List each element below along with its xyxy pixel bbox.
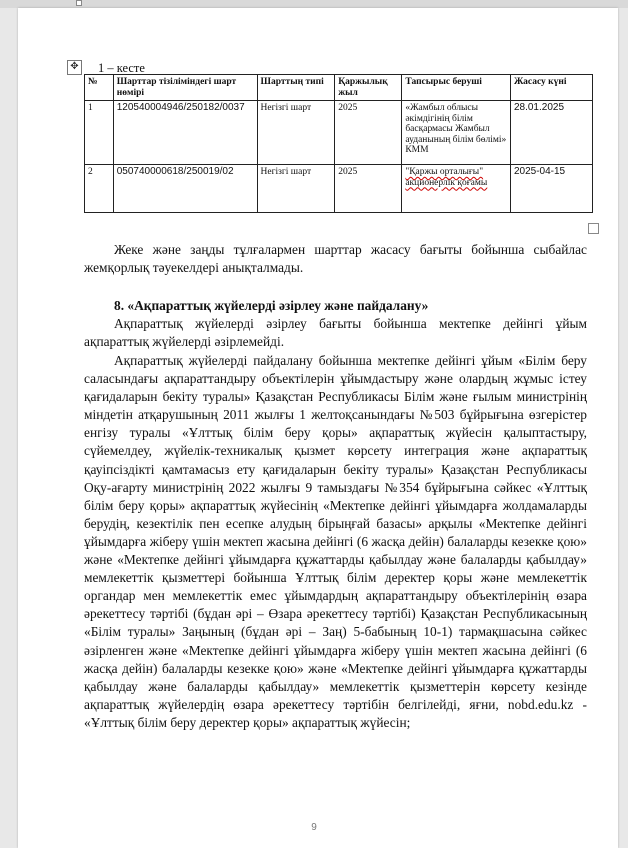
cell-number: 2 [85,165,114,213]
cell-customer [402,165,511,213]
cell-financial-year: 2025 [335,101,402,165]
header-financial-year: Қаржылық жыл [335,75,402,101]
ruler-marker[interactable] [76,0,82,6]
paragraph-development: Ақпараттық жүйелерді әзірлеу бағыты бойынша мектепке дейінгі ұйым ақпараттық жүйелерді әзірлемейді. [84,316,587,350]
table-move-icon[interactable]: ✥ [67,60,82,75]
paragraph-risks: Жеке және заңды тұлғалармен шарттар жасасу бағыты бойынша сыбайлас жемқорлық тәуекелдері анықталмады. [84,242,587,276]
table-resize-handle-icon[interactable] [588,223,599,234]
cell-registry-number: 12054000494​6/250182/0037 [113,101,257,165]
cell-date: 2025-04-15 [510,165,592,213]
cell-contract-type: Негізгі шарт [257,101,335,165]
section-heading: 8. «Ақпараттық жүйелерді әзірлеу және пайдалану» [114,298,429,313]
table-row [85,165,593,213]
customer-text: "Қаржы орталығы" акционерлік қоғамы [405,167,488,188]
paragraph-usage: Ақпараттық жүйелерді пайдалану бойынша мектепке дейінгі ұйым «Білім беру саласындағы ақпараттандыру объектілерін ұйымдастыру және олардың жұмыс істеу қағидаларын бекіту туралы» Қазақстан Республикасы Білім және ғылым министрінің міндетін атқарушының 2011 жылғы 1 желтоқсанындағы №503 бұйрығына өзгерістер енгізу туралы «Ұлттық білім беру қоры» ақпараттық жүйесін қалыптастыру, сүйемелдеу, жүйелік-техникалық қызмет көрсету интеграция және ақпараттық қауіпсіздікті қамтамасыз ету қағидаларын бекіту туралы» Қазақстан Республикасы Оқу-ағарту министрінің 2022 жылғы 9 тамыздағы №354 бұйрығына сәйкес «Ұлттық білім беру қоры» ақпараттық жүйесінің «Мектепке дейінгі ұйымдарға жолдамаларды берудің, кезектілік пен есепке алудың бірыңғай базасы» арқылы «Мектепке дейінгі ұйымдарға жіберу үшін мектеп жасына дейінгі (6 жасқа дейін) балаларды кезекке қою» және «Мектепке дейінгі ұйымдарға құжаттарды қабылдау және балаларды қабылдау» мемлекеттік қызметтері бойынша Ұлттық білім деректер қоры және мемлекеттік органдар мен мемлекеттік емес ұйымдардың ақпараттандыру объектілерінің өзара әрекеттесу тәртібі (бұдан әрі – Өзара әрекеттесу тәртібі) Қазақстан Республикасының «Білім туралы» Заңының (бұдан әрі – Заң) 5-бабының 10-1) тармақшасына сәйкес әзірленген және «Мектепке дейінгі ұйымдарға жіберу үшін мектеп жасына дейінгі (6 жасқа дейін) балаларды кезекке қою» және «Мектепке дейінгі ұйымдарға құжаттарды қабылдау және балаларды қабылдау» мемлекеттік қызметтерін көрсету кезінде ақпараттық жүйелердің өзара әрекеттесу тәртібін белгілейді, яғни, nobd.edu.kz - «Ұлттық білім беру деректер қоры» ақпараттық жүйесін; [84,353,587,730]
cell-contract-type: Негізгі шарт [257,165,335,213]
header-customer: Тапсырыс беруші [402,75,511,101]
contracts-table [84,74,593,213]
page-number: 9 [311,822,317,833]
window-top-bar [0,0,628,8]
cell-date: 28.01.2025 [510,101,592,165]
table-row [85,101,593,165]
cell-number: 1 [85,101,114,165]
table-header-row [85,75,593,101]
header-registry-number: Шарттар тізіліміндегі шарт нөмірі [113,75,257,101]
cell-financial-year: 2025 [335,165,402,213]
header-contract-type: Шарттың типі [257,75,335,101]
header-number: № [85,75,114,101]
header-date: Жасасу күні [510,75,592,101]
table-caption: 1 – кесте [98,61,145,75]
cell-registry-number: 050740000618/250019/02 [113,165,257,213]
cell-customer: «Жамбыл облысы әкімдігінің білім басқармасы Жамбыл ауданының білім бөлімі» КММ [402,101,511,165]
